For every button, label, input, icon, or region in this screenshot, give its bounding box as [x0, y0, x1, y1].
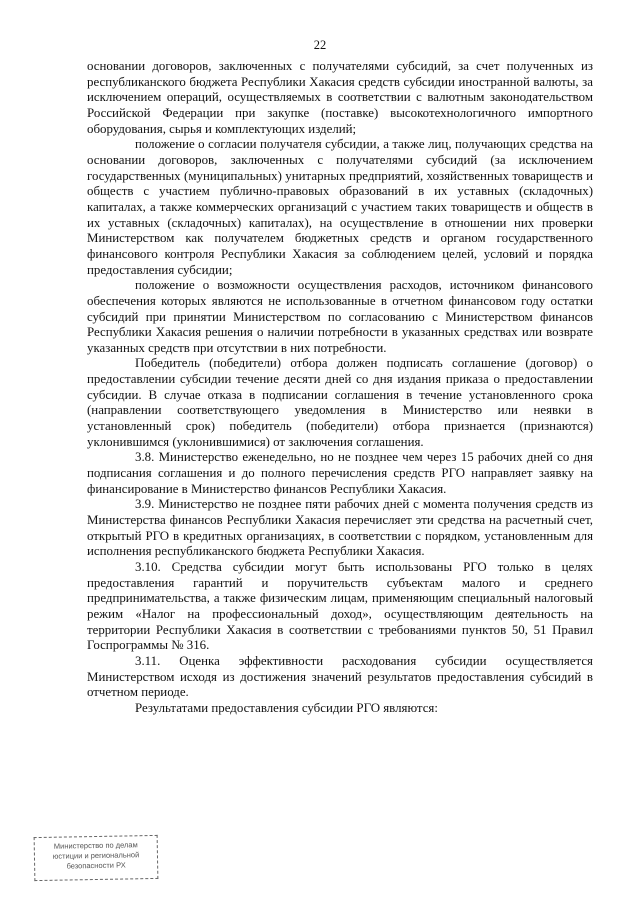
- paragraph: 3.8. Министерство еженедельно, но не позднее чем через 15 рабочих дней со дня подписания соглашения и до полного перечисления средств РГО направляет заявку на финансирование в Министерство финансов Республики Хакасия.: [87, 450, 593, 496]
- stamp-line: Министерство по делам: [53, 840, 138, 851]
- registration-stamp: [34, 835, 159, 881]
- paragraph: 3.11. Оценка эффективности расходования субсидии осуществляется Министерством исходя из достижения значений результатов предоставления субсидий в отчетном периоде.: [87, 653, 593, 700]
- paragraph: положение о возможности осуществления расходов, источником финансового обеспечения которых являются не использованные в отчетном финансовом году остатки субсидий при принятии Министерством по согласованию с Министерством финансов Республики Хакасия решения о наличии потребности в указанных средствах или возврате указанных средств при отсутствии в них потребности.: [87, 278, 593, 355]
- stamp-line: безопасности РХ: [66, 860, 126, 871]
- stamp-line: юстиции и региональной: [52, 850, 140, 861]
- paragraph: положение о согласии получателя субсидии, а также лиц, получающих средства на основании договоров, заключенных с получателями субсидий (за исключением государственных (муниципальных) унитарных предприятий, хозяйственных товариществ и обществ с участием публично-правовых образований в их уставных (складочных) капиталах, а также коммерческих организаций с участием таких товариществ и обществ в их уставных (складочных) капиталах), на осуществление в отношении них проверки Министерством как получателем бюджетных средств и органом государственного финансового контроля Республики Хакасия за соблюдением целей, условий и порядка предоставления субсидии;: [87, 137, 593, 277]
- paragraph: 3.9. Министерство не позднее пяти рабочих дней с момента получения средств из Министерства финансов Республики Хакасия перечисляет эти средства на расчетный счет, открытый РГО в кредитных организациях, в соответствии с порядком, установленным для исполнения республиканского бюджета Республики Хакасия.: [87, 497, 593, 559]
- document-body: [87, 59, 593, 717]
- paragraph: Победитель (победители) отбора должен подписать соглашение (договор) о предоставлении субсидии течение десяти дней со дня издания приказа о предоставлении субсидии. В случае отказа в подписании соглашения в течение установленного срока (направлении соответствующего уведомления в Министерство или неявки в установленный срок) победитель (победители) отбора признается (признаются) уклонившимся (уклонившимися) от заключения соглашения.: [87, 356, 593, 449]
- paragraph: Результатами предоставления субсидии РГО являются:: [135, 700, 438, 715]
- page-number: 22: [313, 38, 327, 52]
- paragraph: основании договоров, заключенных с получателями субсидий, за счет полученных из республиканского бюджета Республики Хакасия средств субсидии иностранной валюты, за исключением операций, осуществляемых в соответствии с валютным законодательством Российской Федерации при закупке (поставке) высокотехнологичного импортного оборудования, сырья и комплектующих изделий;: [87, 59, 593, 136]
- paragraph: 3.10. Средства субсидии могут быть использованы РГО только в целях предоставления гарантий и поручительств субъектам малого и среднего предпринимательства, а также физическим лицам, применяющим специальный налоговый режим «Налог на профессиональный доход», осуществляющим деятельность на территории Республики Хакасия в соответствии с требованиями пунктов 50, 51 Правил Госпрограммы № 316.: [87, 560, 593, 653]
